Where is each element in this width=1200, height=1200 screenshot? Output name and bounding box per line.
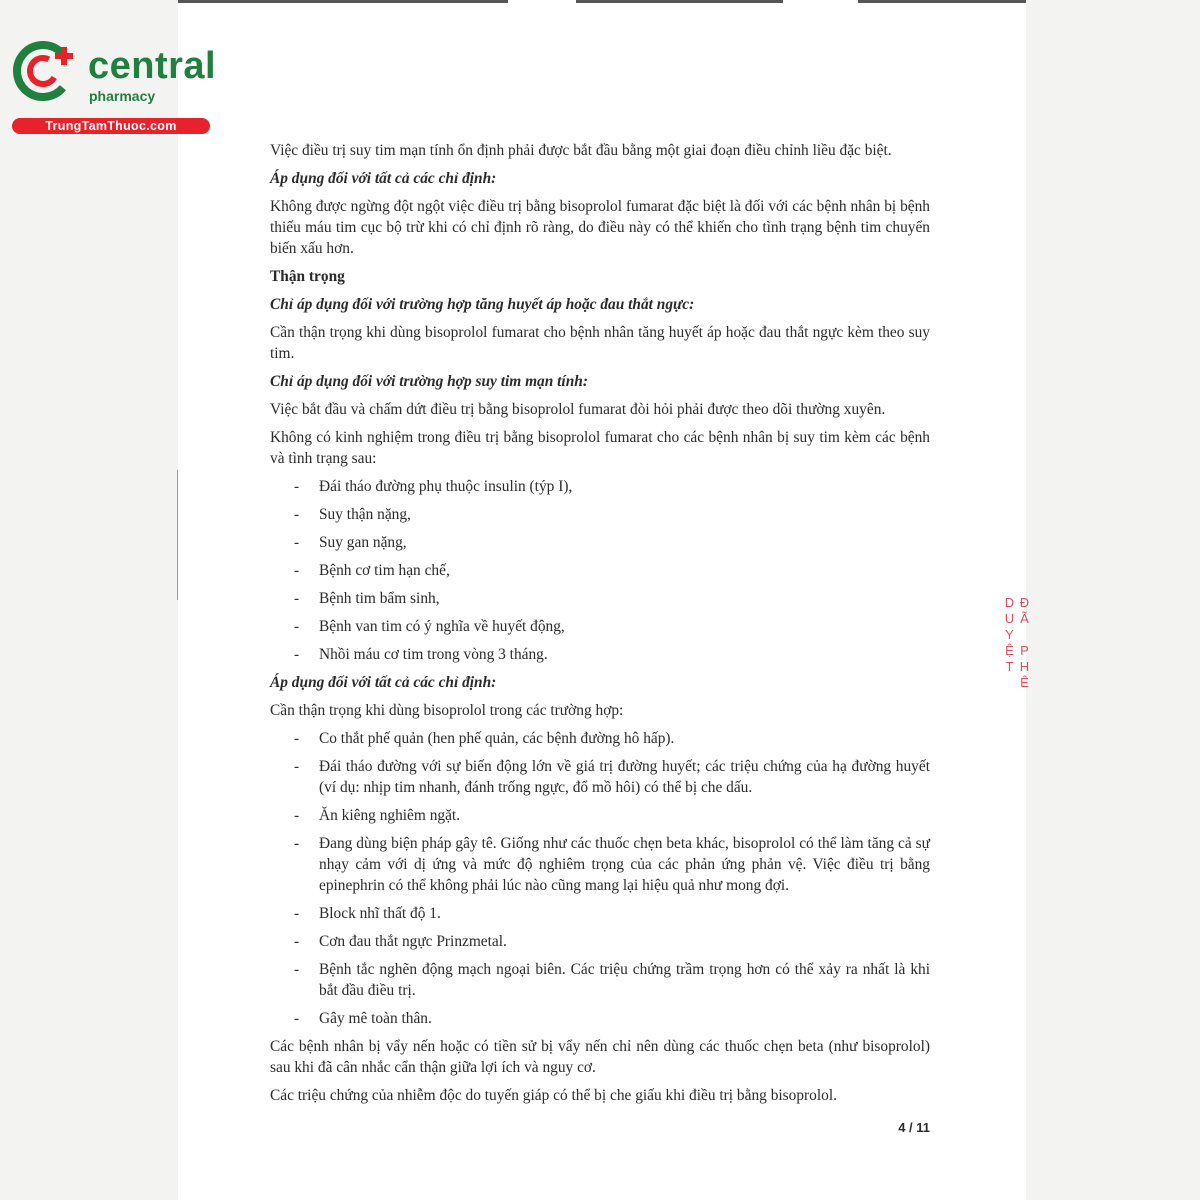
scan-edge <box>858 0 1026 3</box>
paragraph: Không có kinh nghiệm trong điều trị bằng bisoprolol fumarat cho các bệnh nhân bị suy tim kèm các bệnh và tình trạng sau: <box>270 429 930 467</box>
list-item: - Đái tháo đường phụ thuộc insulin (týp I), <box>294 478 573 495</box>
list-item: - Bệnh tim bẩm sinh, <box>294 590 440 607</box>
list-item: - Đang dùng biện pháp gây tê. Giống như các thuốc chẹn beta khác, bisoprolol có thể làm tăng cả sự nhạy cảm với dị ứng và mức độ nghiêm trọng của các phản ứng phản vệ. Việc điều trị bằng epinephrin có thể không phải lúc nào cũng mang lại hiệu quả như mong đợi. <box>294 835 930 894</box>
paragraph: Cần thận trọng khi dùng bisoprolol trong các trường hợp: <box>270 702 624 719</box>
paragraph: Cần thận trọng khi dùng bisoprolol fumarat cho bệnh nhân tăng huyết áp hoặc đau thắt ngực kèm theo suy tim. <box>270 324 930 362</box>
approval-stamp: ĐÃ PHÊ DUYỆT <box>1002 595 1032 691</box>
list-item: - Ăn kiêng nghiêm ngặt. <box>294 807 461 824</box>
paragraph: Các bệnh nhân bị vẩy nến hoặc có tiền sử bị vẩy nến chỉ nên dùng các thuốc chẹn beta (như bisoprolol) sau khi đã cân nhắc cẩn thận giữa lợi ích và nguy cơ. <box>270 1038 930 1076</box>
document-body <box>270 140 930 1113</box>
paragraph: Việc điều trị suy tim mạn tính ổn định phải được bắt đầu bằng một giai đoạn điều chỉnh liều đặc biệt. <box>270 142 892 159</box>
condition-list <box>270 476 930 665</box>
list-item: - Block nhĩ thất độ 1. <box>294 905 441 922</box>
scan-edge <box>576 0 783 3</box>
paragraph: Việc bắt đầu và chấm dứt điều trị bằng bisoprolol fumarat đòi hỏi phải được theo dõi thường xuyên. <box>270 401 886 418</box>
logo-subtitle: pharmacy <box>89 88 156 104</box>
section-subheading: Chỉ áp dụng đối với trường hợp suy tim mạn tính: <box>270 373 588 390</box>
section-subheading: Áp dụng đối với tất cả các chỉ định: <box>270 674 497 691</box>
scan-margin-line <box>177 470 178 600</box>
page-number: 4 / 11 <box>898 1120 930 1135</box>
scan-edge <box>178 0 508 3</box>
caution-list <box>270 728 930 1029</box>
logo-name: central <box>88 45 217 87</box>
list-item: - Cơn đau thắt ngực Prinzmetal. <box>294 933 507 950</box>
list-item: - Nhồi máu cơ tim trong vòng 3 tháng. <box>294 646 548 663</box>
list-item: - Đái tháo đường với sự biến động lớn về giá trị đường huyết; các triệu chứng của hạ đường huyết (ví dụ: nhịp tim nhanh, đánh trống ngực, đổ mồ hôi) có thể bị che dấu. <box>294 758 930 796</box>
list-item: - Suy gan nặng, <box>294 534 407 551</box>
list-item: - Gây mê toàn thân. <box>294 1010 432 1027</box>
paragraph: Các triệu chứng của nhiễm độc do tuyến giáp có thể bị che giấu khi điều trị bằng bisoprolol. <box>270 1087 837 1104</box>
list-item: - Bệnh cơ tim hạn chế, <box>294 562 450 579</box>
section-subheading: Áp dụng đối với tất cả các chỉ định: <box>270 170 497 187</box>
section-heading: Thận trọng <box>270 268 345 285</box>
list-item: - Suy thận nặng, <box>294 506 411 523</box>
list-item: - Bệnh van tim có ý nghĩa về huyết động, <box>294 618 565 635</box>
list-item: - Bệnh tắc nghẽn động mạch ngoại biên. Các triệu chứng trầm trọng hơn có thể xảy ra nhất là khi bắt đầu điều trị. <box>294 961 930 999</box>
section-subheading: Chỉ áp dụng đối với trường hợp tăng huyết áp hoặc đau thắt ngực: <box>270 296 695 313</box>
logo-url: TrungTamThuoc.com <box>12 118 210 134</box>
paragraph: Không được ngừng đột ngột việc điều trị bằng bisoprolol fumarat đặc biệt là đối với các bệnh nhân bị bệnh thiếu máu tim cục bộ trừ khi có chỉ định rõ ràng, do điều này có thể khiến cho tình trạng bệnh tim chuyển biến xấu hơn. <box>270 198 930 257</box>
list-item: - Co thắt phế quản (hen phế quản, các bệnh đường hô hấp). <box>294 730 675 747</box>
